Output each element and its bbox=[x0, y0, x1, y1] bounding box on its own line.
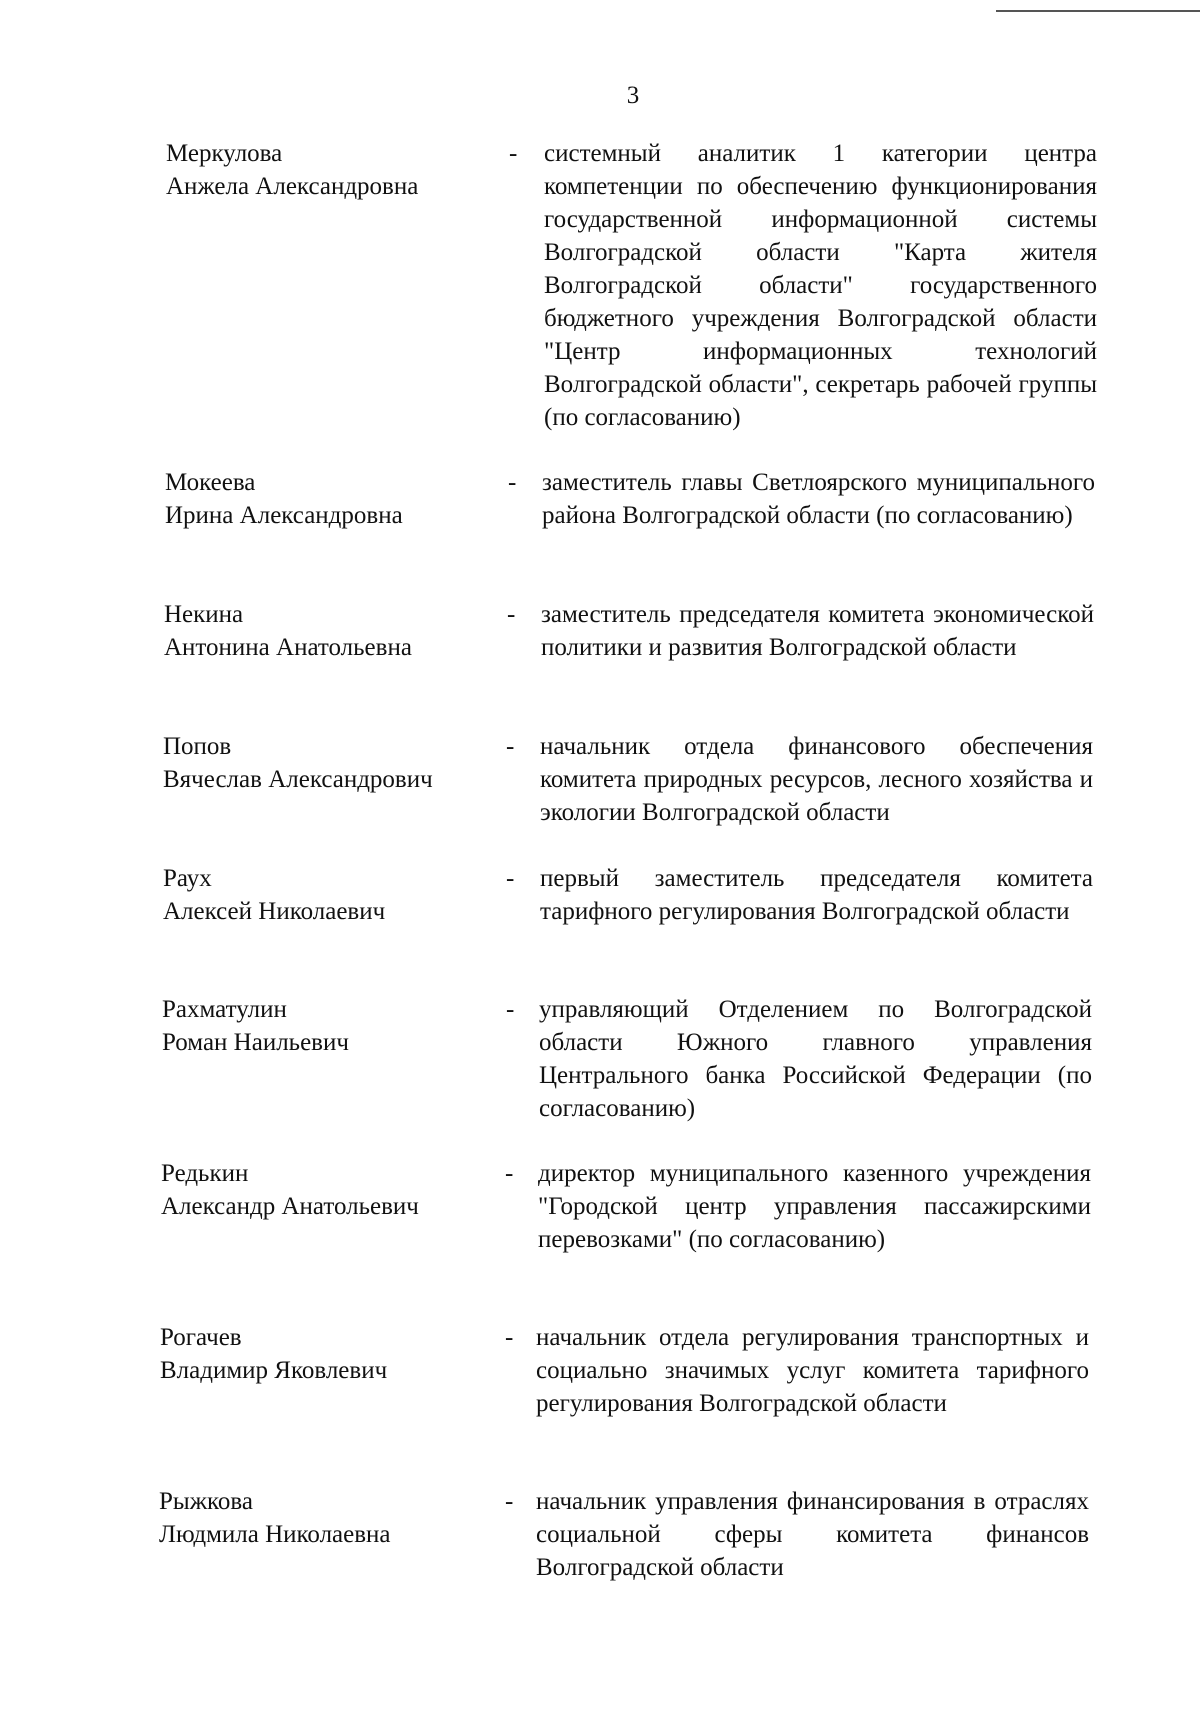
member-position: начальник отдела регулирования транспортных и социально значимых услуг комитета тарифного регулирования Волгоградской области bbox=[536, 1324, 1089, 1417]
dash-separator: - bbox=[509, 140, 518, 167]
member-surname: Мокеева bbox=[165, 469, 256, 496]
member-name bbox=[165, 466, 495, 532]
dash-separator: - bbox=[505, 1324, 514, 1351]
member-given-names: Александр Анатольевич bbox=[161, 1193, 419, 1220]
member-position: первый заместитель председателя комитета тарифного регулирования Волгоградской области bbox=[540, 865, 1093, 925]
member-given-names: Анжела Александровна bbox=[166, 173, 419, 200]
dash-separator: - bbox=[506, 996, 515, 1023]
member-given-names: Вячеслав Александрович bbox=[163, 766, 433, 793]
dash-separator: - bbox=[506, 733, 515, 760]
member-given-names: Людмила Николаевна bbox=[159, 1521, 391, 1548]
member-surname: Редькин bbox=[161, 1160, 249, 1187]
member-surname: Раух bbox=[163, 865, 212, 892]
member-surname: Некина bbox=[164, 601, 244, 628]
member-position: начальник отдела финансового обеспечения комитета природных ресурсов, лесного хозяйства и экологии Волгоградской области bbox=[540, 733, 1093, 826]
member-given-names: Антонина Анатольевна bbox=[164, 634, 412, 661]
member-surname: Рогачев bbox=[160, 1324, 242, 1351]
member-position: заместитель председателя комитета экономической политики и развития Волгоградской области bbox=[541, 601, 1094, 661]
member-surname: Меркулова bbox=[166, 140, 283, 167]
member-given-names: Владимир Яковлевич bbox=[160, 1357, 388, 1384]
member-given-names: Ирина Александровна bbox=[165, 502, 403, 529]
member-position: директор муниципального казенного учреждения "Городской центр управления пассажирскими перевозками" (по согласованию) bbox=[538, 1160, 1091, 1253]
member-name bbox=[164, 598, 494, 664]
member-given-names: Роман Наильевич bbox=[162, 1029, 349, 1056]
member-given-names: Алексей Николаевич bbox=[163, 898, 386, 925]
dash-separator: - bbox=[508, 469, 517, 496]
member-position: начальник управления финансирования в отраслях социальной сферы комитета финансов Волгоградской области bbox=[536, 1488, 1089, 1581]
dash-separator: - bbox=[507, 601, 516, 628]
member-name bbox=[162, 993, 492, 1059]
member-position: системный аналитик 1 категории центра компетенции по обеспечению функционирования государственной информационной системы Волгоградской области "Карта жителя Волгоградской области" государственного бюджетного учреждения Волгоградской области "Центр информационных технологий Волгоградской области", секретарь рабочей группы (по согласованию) bbox=[544, 140, 1097, 431]
dash-separator: - bbox=[505, 1160, 514, 1187]
dash-separator: - bbox=[506, 865, 515, 892]
member-position: заместитель главы Светлоярского муниципального района Волгоградской области (по согласованию) bbox=[542, 469, 1095, 529]
member-surname: Рыжкова bbox=[159, 1488, 253, 1515]
top-rule bbox=[996, 10, 1200, 12]
member-surname: Рахматулин bbox=[162, 996, 287, 1023]
member-surname: Попов bbox=[163, 733, 232, 760]
member-name bbox=[166, 137, 496, 203]
member-name bbox=[161, 1157, 491, 1223]
dash-separator: - bbox=[505, 1488, 514, 1515]
member-position: управляющий Отделением по Волгоградской области Южного главного управления Центрального банка Российской Федерации (по согласованию) bbox=[539, 996, 1092, 1122]
member-name bbox=[163, 862, 493, 928]
member-name bbox=[163, 730, 493, 796]
member-name bbox=[159, 1485, 489, 1551]
page-number: 3 bbox=[626, 82, 640, 109]
member-name bbox=[160, 1321, 490, 1387]
